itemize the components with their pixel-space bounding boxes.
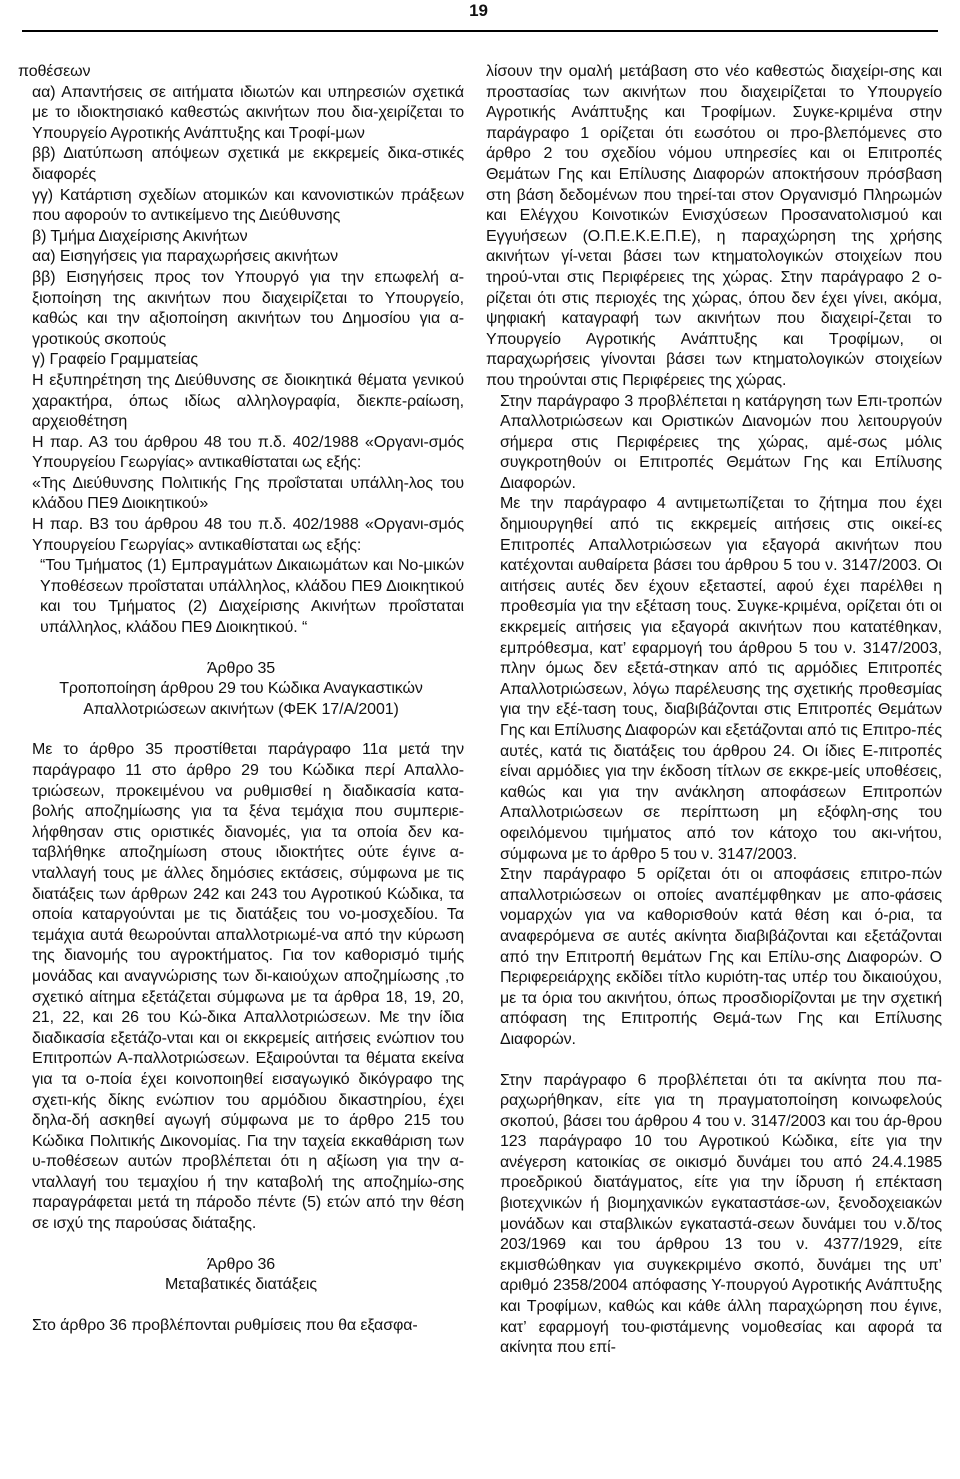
right-column — [486, 62, 942, 1359]
left-column — [18, 62, 464, 1336]
paragraph-spacer — [18, 1296, 464, 1316]
paragraph-spacer — [18, 720, 464, 740]
page-header — [0, 0, 960, 50]
section-heading: Τροποποίηση άρθρου 29 του Κώδικα Αναγκαστικών Απαλλοτριώσεων ακινήτων (ΦΕΚ 17/Α/2001) — [59, 680, 423, 718]
paragraph: Στην παράγραφο 6 προβλέπεται ότι τα ακίνητα που πα-ραχωρήθηκαν, είτε για τη πραγματοποίηση κοινωφελούς σκοπού, βάσει του άρθρου 4 του ν. 3147/2003 και του άρ-θρου 123 παράγραφο 10 του Αγροτικού Κώδικα, είτε για την ανέγερση κατοικίας σε οικισμό δυνάμει του από 24.4.1985 προεδρικού διατάγματος, είτε για την ίδρυση ή επέκταση βιοτεχνικών ή βιομηχανικών εγκαταστάσε-ων, ξενοδοχειακών μονάδων και σταβλικών εγκαταστά-σεων δυνάμει του ν.δ/τος 203/1969 και του άρθρου 13 του ν. 4377/1929, είτε εκμισθώθηκαν για συγκεκριμένο σκοπό, δυνάμει της υπ’ αριθμό 2358/2004 απόφασης Υ-πουργού Αγροτικής Ανάπτυξης και Τροφίμων, καθώς και κάθε άλλη παραχώρηση που έγινε, κατ’ εφαρμογή του-φιστάμενης νομοθεσίας και αφορά τα ακίνητα που επί- — [500, 1071, 942, 1357]
paragraph: “Του Τμήματος (1) Εμπραγμάτων Δικαιωμάτων και Νο-μικών Υποθέσεων προΐσταται υπάλληλος, κλάδου ΠΕ9 Διοικητικού και του Τμήματος (2) Διαχείρισης Ακινήτων προΐσταται υπάλληλος, κλάδου ΠΕ9 Διοικητικού. “ — [40, 557, 464, 637]
paragraph: ββ) Εισηγήσεις προς τον Υπουργό για την επωφελή α-ξιοποίηση της ακινήτων που διαχειρίζεται το Υπουργείο, καθώς και την αξιοποίηση ακινήτων του Δημοσίου για α-γροτικούς σκοπούς — [32, 268, 464, 348]
paragraph: Στην παράγραφο 3 προβλέπεται η κατάργηση των Επι-τροπών Απαλλοτριώσεων και Οριστικών Διανομών που λειτουργούν σήμερα στις Περιφέρειες της χώρας, αμέ-σως μόλις συγκροτηθούν οι Επιτροπές Θεμάτων Γης και Επίλυσης Διαφορών. — [500, 392, 942, 492]
paragraph-spacer — [18, 639, 464, 659]
section-heading: Άρθρο 35 — [206, 659, 276, 677]
paragraph: Στην παράγραφο 5 ορίζεται ότι οι αποφάσεις επιτρο-πών απαλλοτριώσεων οι οποίες αναπέμφθηκαν με απο-φάσεις νομαρχών για να καθορισθούν κατά θέση και ό-ρια, τα αναφερόμενα σε αυτές ακίνητα διαβιβάζονται και εξετάζονται από την Επιτροπή θεμάτων Γης και Επίλυ-σης Διαφορών. Ο Περιφερειάρχης εκδίδει τίτλο κυριότη-τας υπέρ του δικαιούχου, με τα όρια του ακινήτου, όπως προσδιορίζονται με την σχετική απόφαση της Επιτροπής Θεμά-των Γης και Επίλυσης Διαφορών. — [500, 866, 942, 1048]
paragraph: Η εξυπηρέτηση της Διεύθυνσης σε διοικητικά θέματα γενικού χαρακτήρα, όπως ιδίως αλληλογραφία, διεκπε-ραίωση, αρχειοθέτηση — [32, 371, 464, 431]
page-number: 19 — [469, 1, 488, 20]
section-heading: Άρθρο 36 — [206, 1255, 276, 1273]
paragraph: ποθέσεων — [18, 63, 91, 80]
paragraph: ββ) Διατύπωση απόψεων σχετικά με εκκρεμείς δικα-στικές διαφορές — [32, 145, 464, 183]
paragraph: αα) Εισηγήσεις για παραχωρήσεις ακινήτων — [32, 248, 339, 266]
paragraph: γ) Γραφείο Γραμματείας — [32, 351, 198, 369]
header-rule — [22, 30, 938, 32]
paragraph: β) Τμήμα Διαχείρισης Ακινήτων — [32, 227, 248, 245]
paragraph: λίσουν την ομαλή μετάβαση στο νέο καθεστώς διαχείρι-σης και προστασίας των ακινήτων που διαχειρίζεται το Υπουργείο Αγροτικής Ανάπτυξης και Τροφίμων. Συγκε-κριμένα στην παράγραφο 1 ορίζεται ότι εωσότου οι προ-βλεπόμενες στο άρθρο 2 του σχεδίου νόμου υπηρεσίες και οι Επιτροπές Θεμάτων Γης και Επίλυσης Διαφορών αποκτήσουν πρόσβαση στη βάση δεδομένων που τηρεί-ται στον Οργανισμό Πληρωμών και Ελέγχου Κοινοτικών Ενισχύσεων Προσανατολισμού και Εγγυήσεων (Ο.Π.Ε.Κ.Ε.Π.Ε), η παραχώρηση της χρήσης ακινήτων γί-νεται βάσει των κτηματολογικών στοιχείων που τηρού-νται στις Περιφέρειες της χώρας. Στην παράγραφο 2 ο-ρίζεται ότι στις περιοχές της χώρας, όπου δεν έχει γίνει, ακόμα, ψηφιακή καταγραφή των ακινήτων που διαχειρί-ζεται το Υπουργείο Αγροτικής Ανάπτυξης και Τροφίμων, οι παραχωρήσεις γίνονται βάσει των κτηματολογικών στοιχείων που τηρούνται στις Περιφέρειες της χώρας. — [486, 63, 942, 389]
paragraph: Η παρ. Α3 του άρθρου 48 του π.δ. 402/1988 «Οργανι-σμός Υπουργείου Γεωργίας» αντικαθίσταται ως εξής: — [32, 433, 464, 472]
paragraph: Με την παράγραφο 4 αντιμετωπίζεται το ζήτημα που έχει δημιουργηθεί από τις εκκρεμείς αιτήσεις στις οικεί-ες Επιτροπές Απαλλοτριώσεων για εξαγορά ακινήτων που κατέχονται αυθαίρετα βάσει του άρθρου 5 του ν. 3147/2003. Οι αιτήσεις αυτές δεν έχουν εξεταστεί, αφού έχει παρέλθει η προθεσμία για την εξέταση τους. Συγκε-κριμένα, ορίζεται ότι οι εκκρεμείς αιτήσεις για εξαγορά ακινήτων που κατατέθηκαν, εμπρόθεσμα, κατ’ εφαρμογή του άρθρου 5 του ν. 3147/2003, πλην όμως δεν εξετά-στηκαν από τις αρμόδιες Επιτροπές Απαλλοτριώσεων, λόγω παρέλευσης της σχετικής προθεσμίας για την εξέ-ταση τους, διαβιβάζονται στις Επιτροπές Θεμάτων Γης και Επίλυσης Διαφορών και εξετάζονται από τις Επιτρο-πές αυτές, κατά τις διατάξεις του άρθρου 24. Οι ίδιες Ε-πιτροπές είναι αρμόδιες για την έκδοση τίτλων σε εκκρε-μείς υποθέσεις, καθώς και για την ανάκληση αποφάσεων Επιτροπών Απαλλοτριώσεων σε περίπτωση μη εξόφλη-σης του οφειλόμενου τιμήματος από τον κάτοχο του ακι-νήτου, σύμφωνα με το άρθρο 5 του ν. 3147/2003. — [500, 495, 942, 863]
paragraph: Με το άρθρο 35 προστίθεται παράγραφο 11α μετά την παράγραφο 11 στο άρθρο 29 του Κώδικα περί Απαλλο-τριώσεων, προκειμένου να ρυθμισθεί η διαδικασία κατα-βολής αποζημίωσης για τα ξένα τεμάχια που συμπεριε-λήφθησαν στις οριστικές διανομές, για τα οποία δεν κα-ταβλήθηκε αποζημίωση στους ιδιοκτήτες ούτε έγινε α-νταλλαγή τους με άλλες δημόσιες εκτάσεις, σύμφωνα με τις διατάξεις των άρθρων 242 και 243 του Αγροτικού Κώδικα, τα οποία καταργούνται με τις διατάξεις του νο-μοσχεδίου. Τα τεμάχια αυτά θεωρούνται απαλλοτριωμέ-να από την κύρωση της διανομής του αγροκτήματος. Για τον καθορισμό τιμής μονάδας και αναγνώρισης των δι-καιούχων αποζημίωσης ,το σχετικό αίτημα εξετάζεται σύμφωνα με τα άρθρα 18, 19, 20, 21, 22, και 26 του Κώ-δικα Απαλλοτριώσεων. Με την ίδια διαδικασία εξετάζο-νται και οι εκκρεμείς αιτήσεις ενώπιον του Επιτροπών Α-παλλοτριώσεων. Εξαιρούνται τα θέματα εκείνα για τα ο-ποία έχει κοινοποιηθεί εισαγωγικό δικόγραφο της σχετι-κής δίκης ενώπιον του αρμόδιου δικαστηρίου, έχει δηλα-δή ασκηθεί αγωγή σύμφωνα με το άρθρο 215 του Κώδικα Πολιτικής Δικονομίας. Για την ταχεία εκκαθάριση των υ-ποθέσεων αυτών προβλέπεται ότι η αξίωση για την α-νταλλαγή του τεμαχίου ή την καταβολή της αποζημίω-σης παραγράφεται μετά τη πάροδο πέντε (5) ετών από την θέση σε ισχύ της παρούσας διάταξης. — [32, 741, 464, 1233]
paragraph-spacer — [18, 1235, 464, 1255]
paragraph: Στο άρθρο 36 προβλέπονται ρυθμίσεις που θα εξασφα- — [32, 1316, 418, 1334]
paragraph: γγ) Κατάρτιση σχεδίων ατομικών και κανονιστικών πράξεων που αφορούν το αντικείμενο της Διεύθυνσης — [32, 186, 464, 225]
paragraph: Η παρ. Β3 του άρθρου 48 του π.δ. 402/1988 «Οργανι-σμός Υπουργείου Γεωργίας» αντικαθίσταται ως εξής: — [32, 516, 464, 554]
section-heading: Μεταβατικές διατάξεις — [165, 1276, 317, 1294]
paragraph: «Της Διεύθυνσης Πολιτικής Γης προΐσταται υπάλλη-λος του κλάδου ΠΕ9 Διοικητικού» — [32, 474, 464, 513]
paragraph-spacer — [486, 1051, 942, 1071]
paragraph: αα) Απαντήσεις σε αιτήματα ιδιωτών και υπηρεσιών σχετικά με το ιδιοκτησιακό καθεστώς ακινήτων που δια-χειρίζεται το Υπουργείο Αγροτικής Ανάπτυξης και Τροφί-μων — [32, 83, 464, 142]
